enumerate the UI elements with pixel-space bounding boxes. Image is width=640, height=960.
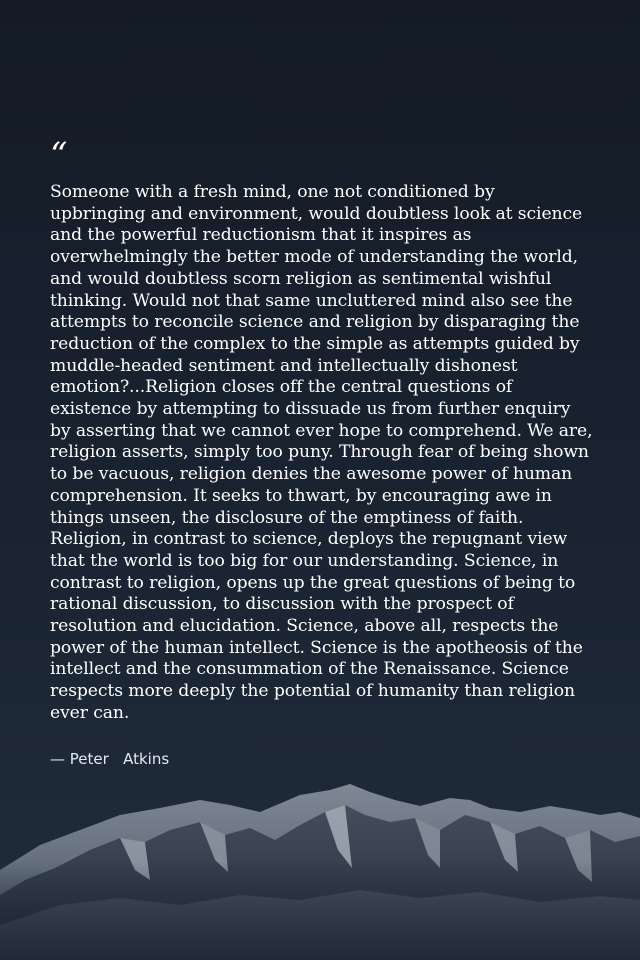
opening-quote-mark: “ bbox=[50, 135, 68, 175]
quote-card bbox=[50, 135, 595, 769]
quote-author: — Peter Atkins bbox=[50, 749, 170, 768]
quote-text: Someone with a fresh mind, one not conditioned by upbringing and environment, would doubtless look at science and the powerful reductionism that it inspires as overwhelmingly the better mode of understanding the world, and would doubtless scorn religion as sentimental wishful thinking. Would not that same uncluttered mind also see the attempts to reconcile science and religion by disparaging the reduction of the complex to the simple as attempts guided by muddle-headed sentiment and intellectually dishonest emotion?...Religion closes off the central questions of existence by attempting to dissuade us from further enquiry by asserting that we cannot ever hope to comprehend. We are, religion asserts, simply too puny. Through fear of being shown to be vacuous, religion denies the awesome power of human comprehension. It seeks to thwart, by encouraging awe in things unseen, the disclosure of the emptiness of faith. Religion, in contrast to science, deploys the repugnant view that the world is too big for our understanding. Science, in contrast to religion, opens up the great questions of being to rational discussion, to discussion with the prospect of resolution and elucidation. Science, above all, respects the power of the human intellect. Science is the apotheosis of the intellect and the consummation of the Renaissance. Science respects more deeply the potential of humanity than religion ever can. bbox=[50, 182, 593, 723]
